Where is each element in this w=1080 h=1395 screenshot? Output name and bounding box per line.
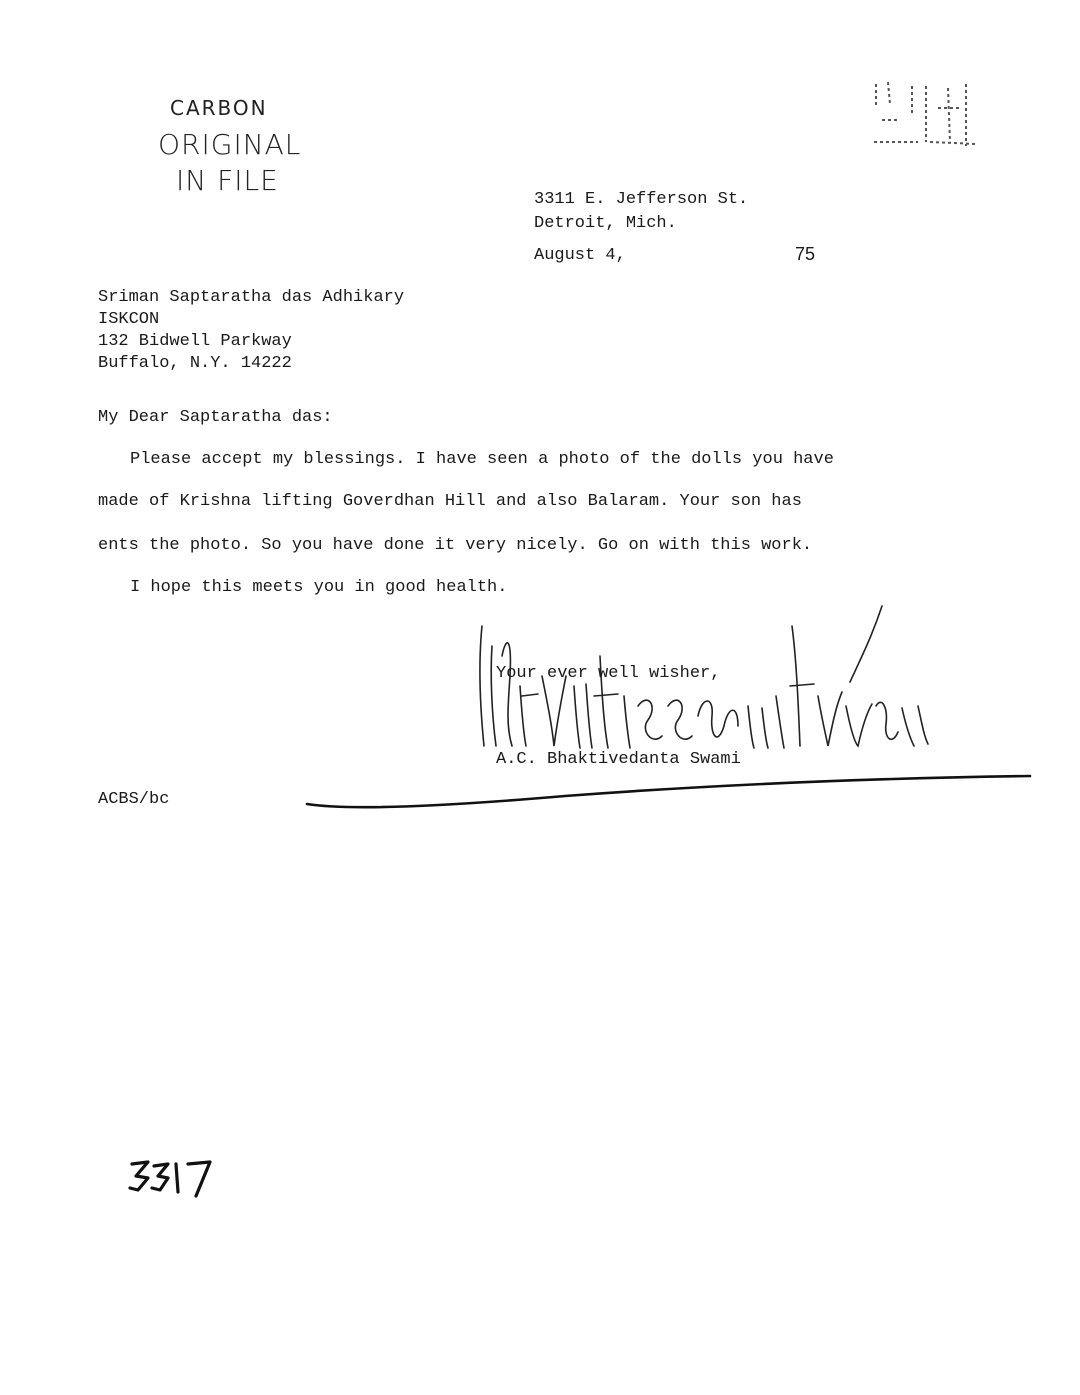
faded-file-stamp-mark	[868, 76, 980, 150]
sender-address-city: Detroit, Mich.	[534, 214, 677, 233]
carbon-stamp-label: CARBON	[170, 96, 268, 120]
closing-phrase: Your ever well wisher,	[496, 664, 721, 683]
recipient-street: 132 Bidwell Parkway	[98, 332, 292, 351]
in-file-stamp-label: IN FILE	[176, 164, 279, 197]
salutation: My Dear Saptaratha das:	[98, 408, 333, 427]
signature-underline-stroke	[305, 768, 1035, 818]
recipient-city: Buffalo, N.Y. 14222	[98, 354, 292, 373]
sender-address-street: 3311 E. Jefferson St.	[534, 190, 749, 209]
handwritten-signature	[462, 596, 942, 776]
body-paragraph-line: made of Krishna lifting Goverdhan Hill and also Balaram. Your son has	[98, 492, 802, 511]
handwritten-file-number	[128, 1156, 218, 1200]
recipient-organization: ISKCON	[98, 310, 160, 329]
body-paragraph-line: I hope this meets you in good health.	[130, 578, 508, 597]
body-paragraph-line: Please accept my blessings. I have seen a photo of the dolls you have	[130, 450, 834, 469]
body-paragraph-line: ents the photo. So you have done it very nicely. Go on with this work.	[98, 536, 813, 555]
original-stamp-label: ORIGINAL	[158, 128, 302, 161]
typist-initials: ACBS/bc	[98, 790, 170, 809]
recipient-name: Sriman Saptaratha das Adhikary	[98, 288, 405, 307]
signer-name: A.C. Bhaktivedanta Swami	[496, 750, 741, 769]
letter-date-year: 75	[795, 244, 816, 264]
letter-date: August 4,	[534, 246, 626, 265]
